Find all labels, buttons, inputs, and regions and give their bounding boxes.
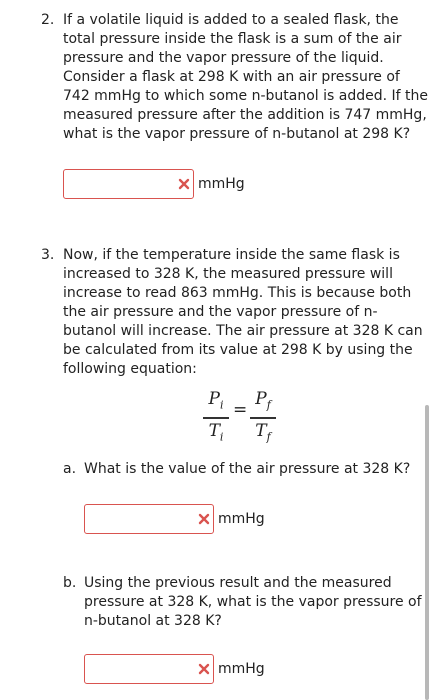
question-text — [63, 246, 431, 379]
part-b — [63, 574, 423, 631]
question-number: 2. — [41, 12, 55, 28]
fraction-right — [250, 388, 276, 448]
unit-label: mmHg — [218, 511, 265, 527]
unit-label: mmHg — [198, 176, 245, 192]
fraction-bar — [203, 417, 229, 418]
question-line: butanol will increase. The air pressure at 328 K can — [63, 323, 423, 339]
question-line: measured pressure after the addition is 747 mmHg, — [63, 107, 427, 123]
denominator: $T_f$ — [255, 420, 271, 443]
question-line: total pressure inside the flask is a sum of the air — [63, 31, 402, 47]
numerator: $P_f$ — [255, 389, 271, 412]
question-line: the air pressure and the vapor pressure of n- — [63, 304, 378, 320]
question-number: 3. — [41, 247, 55, 263]
part-line: pressure at 328 K, what is the vapor pressure of — [84, 594, 422, 610]
question-line: If a volatile liquid is added to a sealed flask, the — [63, 12, 399, 28]
question-line: be calculated from its value at 298 K by using the — [63, 342, 413, 358]
question-line: pressure and the vapor pressure of the liquid. — [63, 50, 384, 66]
answer-input-3b[interactable] — [84, 654, 214, 684]
equals-sign: = — [233, 400, 248, 420]
x-icon — [177, 177, 191, 191]
question-line: increase to read 863 mmHg. This is because both — [63, 285, 412, 301]
question-2 — [41, 11, 431, 144]
unit-label: mmHg — [218, 661, 265, 677]
denominator: $T_i$ — [208, 420, 224, 443]
part-line: n-butanol at 328 K? — [84, 613, 222, 629]
part-label: a. — [63, 461, 77, 477]
question-text — [63, 11, 431, 144]
fraction-left — [203, 388, 229, 448]
part-label: b. — [63, 575, 77, 591]
scrollbar[interactable] — [425, 405, 429, 700]
x-icon — [197, 512, 211, 526]
question-line: Consider a flask at 298 K with an air pressure of — [63, 69, 400, 85]
question-line: increased to 328 K, the measured pressure will — [63, 266, 393, 282]
numerator: $P_i$ — [208, 389, 224, 412]
part-text: What is the value of the air pressure at 328 K? — [84, 461, 411, 477]
part-line: Using the previous result and the measured — [84, 575, 392, 591]
question-line: what is the vapor pressure of n-butanol at 298 K? — [63, 126, 411, 142]
part-a — [63, 460, 423, 479]
answer-input-q2[interactable] — [63, 169, 194, 199]
x-icon — [197, 662, 211, 676]
fraction-bar — [250, 417, 276, 418]
question-line: Now, if the temperature inside the same flask is — [63, 247, 400, 263]
question-line: following equation: — [63, 361, 197, 377]
question-3 — [41, 246, 431, 379]
answer-input-3a[interactable] — [84, 504, 214, 534]
question-line: 742 mmHg to which some n-butanol is added. If the — [63, 88, 429, 104]
part-text — [84, 574, 423, 631]
